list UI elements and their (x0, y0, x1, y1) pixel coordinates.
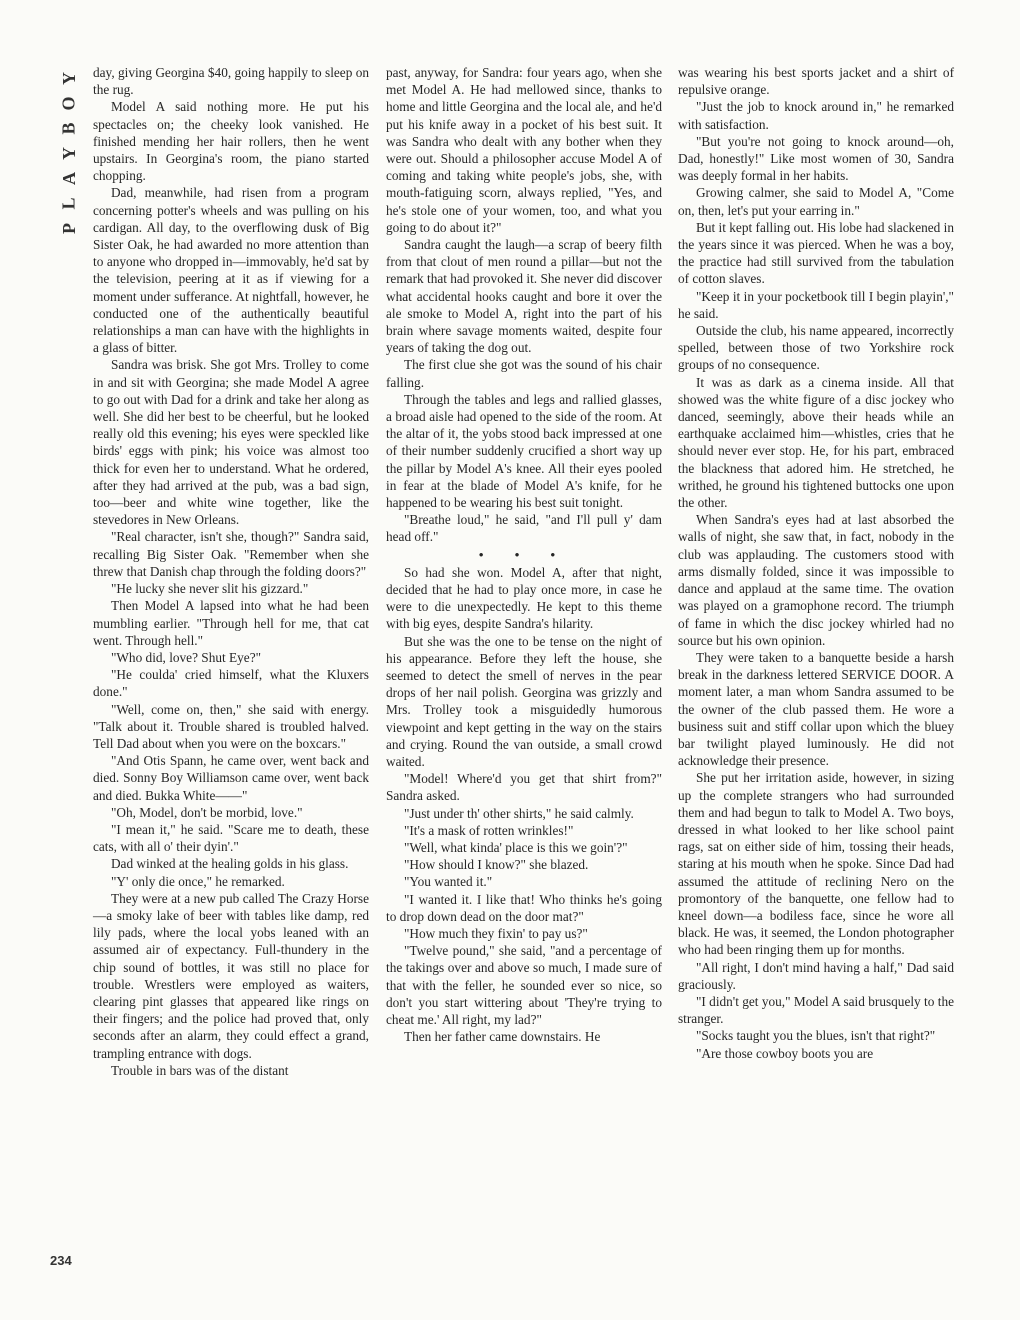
body-paragraph: "Real character, isn't she, though?" Sandra said, recalling Big Sister Oak. "Remember when she threw that Danish chap through the folding doors?" (93, 529, 369, 579)
body-paragraph: But she was the one to be tense on the night of his appearance. Before they left the house, she seemed to detect the smell of nerves in the pear drops of her nail polish. Georgina was grizzly and Mrs. Trolley took a misguidedly humorous viewpoint and kept getting in the way on the stairs and crying. Round the van outside, a small crowd waited. (386, 633, 662, 769)
body-paragraph: "Just under th' other shirts," he said calmly. (403, 805, 634, 821)
body-paragraph: She put her irritation aside, however, in sizing up the complete strangers who had surrounded them and had begun to talk to Model A. Two boys, dressed in what looked to her like school paint rags, sat on either side of him, tossing their heads, staring at his mouth when he spoke. Since Dad had assumed the attitude of reclining Nero on the promontory of the banquette, one fellow had to kneel down—a bodiless face, since he wore all black. He was, it seemed, the London photographer who had been ringing them up for months. (678, 770, 954, 958)
body-paragraph: past, anyway, for Sandra: four years ago, when she met Model A. He had mellowed since, thanks to home and little Georgina and the local ale, and he'd put his knife away in a pocket of his best suit. It was Sandra who dealt with any bother when they were out. Should a philosopher accuse Model A of coming and taking white people's jobs, she, with mouth-fatiguing scorn, always replied, "Yes, and he's stole one of your women, too, and what you going to do about it?" (386, 65, 662, 235)
body-paragraph: "Model! Where'd you get that shirt from?" Sandra asked. (386, 771, 662, 804)
masthead-letter: L (58, 197, 79, 210)
body-paragraph: "Y' only die once," he remarked. (110, 873, 285, 889)
body-paragraph: Outside the club, his name appeared, incorrectly spelled, between those of two Yorkshire rock groups of no consequence. (678, 323, 954, 373)
body-paragraph: So had she won. Model A, after that night, decided that he had to play once more, in case he were to die unexpectedly. He kept to this theme with big eyes, despite Sandra's hilarity. (386, 564, 662, 632)
masthead-letter: P (58, 223, 79, 234)
body-paragraph: "And Otis Spann, he came over, went back and died. Sonny Boy Williamson came over, went back and died. Bukka White——" (93, 753, 369, 803)
body-paragraph: "How much they fixin' to pay us?" (403, 925, 588, 941)
body-paragraph: "He lucky she never slit his gizzard." (110, 581, 309, 597)
body-paragraph: "I mean it," he said. "Scare me to death, these cats, with all o' their dyin'." (93, 821, 369, 855)
page-number: 234 (50, 1253, 72, 1268)
magazine-masthead-vertical (52, 66, 86, 241)
masthead-letter: O (58, 96, 79, 111)
body-paragraph: Sandra was brisk. She got Mrs. Trolley to come in and sit with Georgina; she made Model A agree to go out with Dad for a drink and take her along as well. She did her best to be cheerful, but he looked really old this evening; his eyes were speckled like birds' eggs with pink; his voice was almost too thick for even her to understand. What he ordered, after they had arrived at the pub, was a bad sign, too—beer and white wine together, like the stevedores in New Orleans. (93, 357, 369, 528)
masthead-letter: Y (58, 72, 79, 85)
body-paragraph: "Socks taught you the blues, isn't that right?" (695, 1028, 936, 1044)
body-paragraph: was wearing his best sports jacket and a shirt of repulsive orange. (678, 65, 954, 98)
body-paragraph: Trouble in bars was of the distant (110, 1062, 289, 1078)
body-paragraph: "Well, come on, then," she said with energy. "Talk about it. Trouble shared is troubled halved. Tell Dad about when you were on the boxcars." (93, 701, 369, 751)
masthead-letter: B (58, 122, 79, 135)
text-column-1 (93, 64, 369, 1079)
text-column-3 (678, 64, 954, 1062)
body-paragraph: Model A said nothing more. He put his spectacles on; the cheeky look vanished. He finished mending her hair rollers, then he went upstairs. In Georgina's room, the piano started chopping. (93, 99, 369, 184)
body-paragraph: Dad winked at the healing golds in his glass. (110, 856, 349, 872)
body-paragraph: "Oh, Model, don't be morbid, love." (110, 804, 303, 820)
text-column-2 (386, 64, 662, 1045)
body-paragraph: Then Model A lapsed into what he had been mumbling earlier. "Through hell for me, that cat went. Through hell." (93, 598, 369, 648)
body-paragraph: "I wanted it. I like that! Who thinks he's going to drop down dead on the door mat?" (386, 891, 662, 924)
body-paragraph: "It's a mask of rotten wrinkles!" (403, 822, 574, 838)
section-break-ornament: • • • (478, 546, 570, 562)
body-paragraph: "Just the job to knock around in," he remarked with satisfaction. (678, 99, 954, 132)
body-paragraph: "You wanted it." (403, 874, 493, 890)
masthead-letter: A (58, 172, 79, 185)
body-paragraph: "I didn't get you," Model A said brusquely to the stranger. (678, 993, 954, 1027)
body-paragraph: "All right, I don't mind having a half," Dad said graciously. (678, 959, 954, 992)
body-paragraph: "How should I know?" she blazed. (403, 857, 589, 873)
body-paragraph: The first clue she got was the sound of his chair falling. (386, 357, 662, 390)
body-paragraph: "But you're not going to knock around—oh, Dad, honestly!" Like most women of 30, Sandra was deeply formal in her habits. (678, 133, 954, 184)
body-paragraph: "Breathe loud," he said, "and I'll pull y' dam head off." (386, 512, 662, 545)
body-paragraph: day, giving Georgina $40, going happily to sleep on the rug. (93, 65, 369, 98)
body-paragraph: "He coulda' cried himself, what the Kluxers done." (93, 667, 369, 700)
body-paragraph: "Who did, love? Shut Eye?" (110, 649, 262, 665)
body-paragraph: When Sandra's eyes had at last absorbed the walls of night, she saw that, in fact, nobody in the club was applauding. The customers stood with arms dismally folded, since it was impossible to dance and applaud at the same time. The ovation was played on a gramophone record. The triumph of fame in which the disc jockey whirled had no source but his own opinion. (678, 512, 954, 648)
body-paragraph: But it kept falling out. His lobe had slackened in the years since it was pierced. When he was a boy, the practice had still survived from the tabulation of cotton slaves. (678, 219, 954, 287)
masthead-letter: Y (58, 147, 79, 160)
body-paragraph: Then her father came downstairs. He (403, 1029, 601, 1045)
body-paragraph: Growing calmer, she said to Model A, "Come on, then, let's put your earring in." (678, 185, 954, 218)
body-paragraph: It was as dark as a cinema inside. All that showed was the white figure of a disc jockey who danced, seemingly, above their heads while an earthquake acclaimed him—whistles, cries that he should never ever stop. He, for his part, embraced the blackness that adored him. He stretched, he writhed, he ground his tightened buttocks one upon the other. (678, 374, 954, 511)
body-paragraph: They were at a new pub called The Crazy Horse—a smoky lake of beer with tables like damp, red lily pads, where the local yobs leaned with an assumed air of expectancy. Full-thundery in the chip sound of bottles, it was still no place for trouble. Wrestlers were employed as waiters, clearing pint glasses that appeared like rings on their fingers; and the police had proved that, only seconds after an alarm, they could effect a grand, trampling entrance with dogs. (93, 890, 369, 1061)
body-paragraph: Through the tables and legs and rallied glasses, a broad aisle had opened to the side of the room. At the altar of it, the yobs stood back impressed at one of their number suddenly crucified a short way up the pillar by Model A's knee. All their eyes pooled in fear at the blade of Model A's knife, for he happened to be wearing his best suit tonight. (386, 391, 662, 511)
body-paragraph: Sandra caught the laugh—a scrap of beery filth from that clout of men round a pillar—but not the remark that had provoked it. She never did discover what accidental hooks caught and bore it over the ale smoke to Model A, right into the part of his brain where savage moments waited, despite four years of taking the dog out. (386, 237, 662, 356)
body-paragraph: "Keep it in your pocketbook till I begin playin'," he said. (678, 288, 954, 321)
body-paragraph: "Well, what kinda' place is this we goin'?" (403, 839, 628, 855)
body-paragraph: "Twelve pound," she said, "and a percentage of the takings over and above so much, I made sure of that with the feller, he sounded ever so nice, so don't you start wittering about 'They're trying to cheat me.' All right, my lad?" (386, 943, 662, 1027)
body-paragraph: Dad, meanwhile, had risen from a program concerning potter's wheels and was pulling on his cardigan. All day, to the overflowing dusk of Big Sister Oak, he had awarded no more attention than to anyone who dropped in—immovably, he'd sat by the television, peering at it as if viewing for a moment under sufferance. At nightfall, however, he conducted one of the authentically beautiful relationships a man can have with the highlights in a glass of bitter. (93, 185, 369, 356)
body-paragraph: "Are those cowboy boots you are (695, 1045, 874, 1061)
body-paragraph: They were taken to a banquette beside a harsh break in the darkness lettered SERVICE DOOR. A moment later, a man whom Sandra assumed to be the owner of the club passed them. He wore a business suit and stiff collar upon which the bluey bar twilight played luminously. He did not acknowledge their presence. (678, 649, 954, 769)
